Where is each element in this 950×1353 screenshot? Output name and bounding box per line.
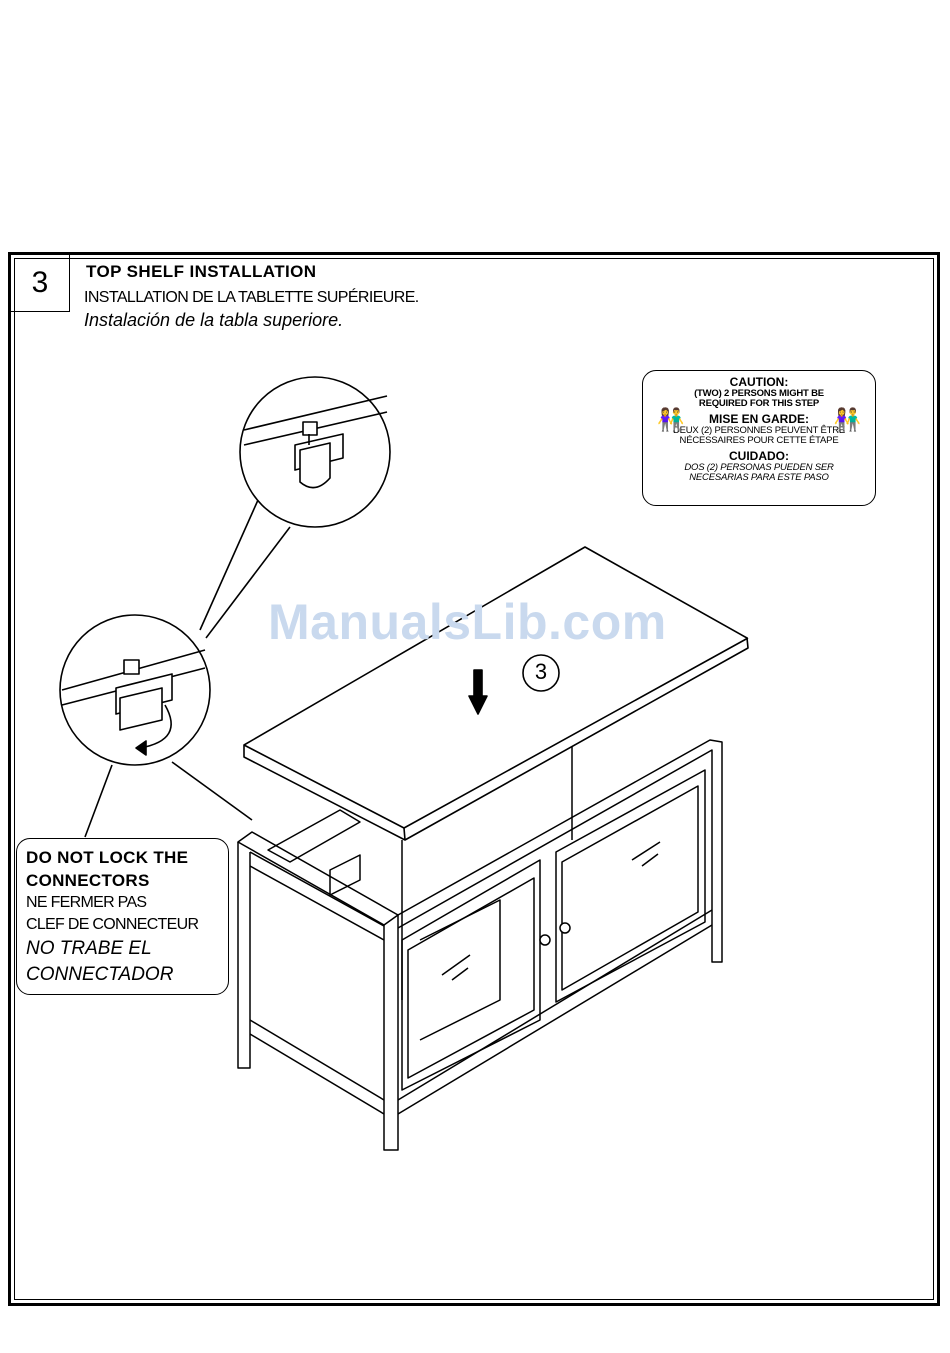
detail-callout-top — [240, 377, 390, 527]
part-number-label: 3 — [534, 659, 548, 684]
warning-en-line1: DO NOT LOCK THE — [26, 848, 189, 867]
caution-es-line2: NECESARIAS PARA ESTE PASO — [689, 472, 829, 483]
connector-warning — [16, 838, 229, 995]
caution-fr-line2: NÉCESSAIRES POUR CETTE ÉTAPE — [679, 435, 839, 446]
warning-fr-line2: CLEF DE CONNECTEUR — [26, 916, 199, 933]
two-persons-icon: 👫 — [657, 407, 685, 432]
warning-es-line1: NO TRABE EL — [26, 938, 152, 959]
warning-en-line2: CONNECTORS — [26, 871, 150, 890]
cabinet — [238, 740, 722, 1150]
title-french: INSTALLATION DE LA TABLETTE SUPÉRIEURE. — [84, 289, 419, 306]
caution-es-heading: CUIDADO: — [729, 449, 789, 463]
caution-en-line2: REQUIRED FOR THIS STEP — [698, 398, 820, 409]
detail-callout-bottom — [60, 615, 210, 765]
caution-en-line1: (TWO) 2 PERSONS MIGHT BE — [694, 388, 824, 399]
caution-label — [642, 370, 876, 506]
step-number: 3 — [11, 255, 70, 312]
caution-en-heading: CAUTION: — [729, 375, 789, 389]
title-spanish: Instalación de la tabla superiore. — [84, 310, 344, 330]
top-shelf-panel — [244, 547, 748, 840]
watermark: ManualsLib.com — [268, 594, 667, 650]
caution-fr-line1: DEUX (2) PERSONNES PEUVENT ÊTRE — [672, 425, 846, 436]
title-english: TOP SHELF INSTALLATION — [86, 262, 317, 281]
caution-fr-heading: MISE EN GARDE: — [708, 412, 809, 426]
warning-fr-line1: NE FERMER PAS — [26, 894, 147, 911]
warning-es-line2: CONNECTADOR — [26, 964, 174, 985]
caution-es-line1: DOS (2) PERSONAS PUEDEN SER — [684, 462, 834, 473]
two-persons-icon: 👫 — [833, 407, 861, 432]
